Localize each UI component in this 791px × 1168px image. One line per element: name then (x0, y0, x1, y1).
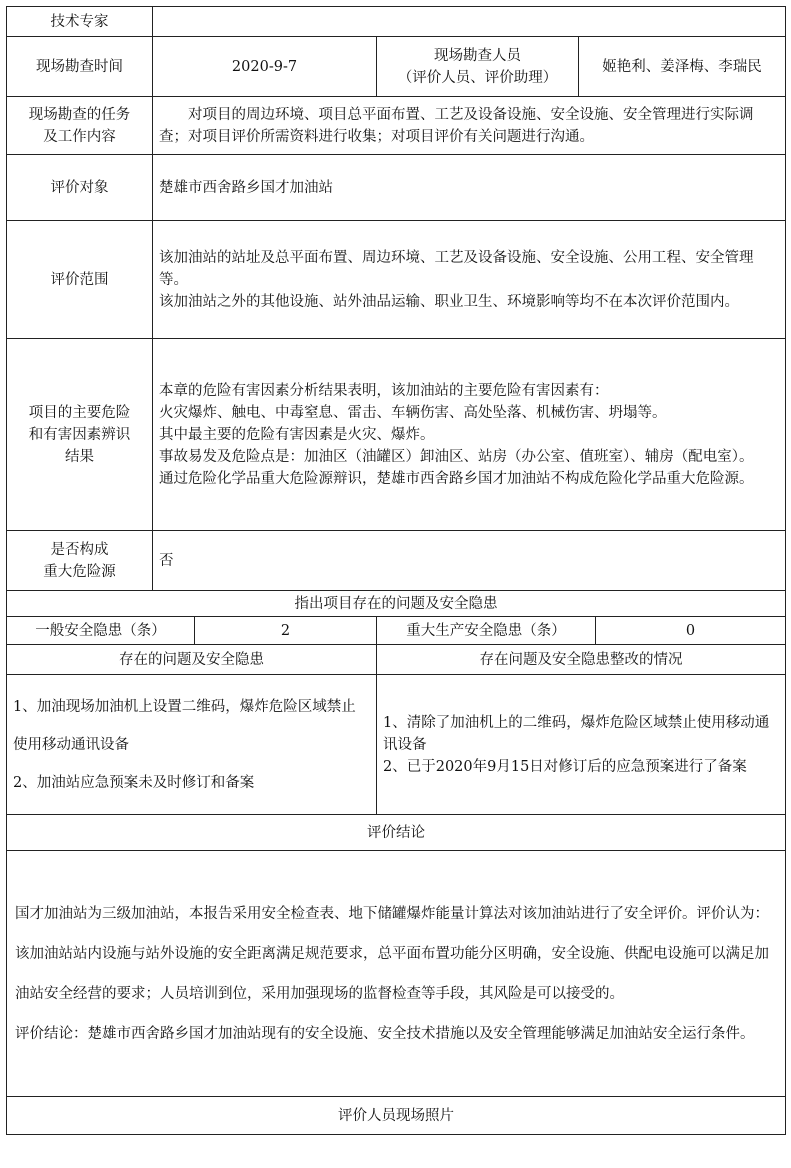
scope-value (153, 221, 786, 339)
task-label-line2: 及工作内容 (43, 128, 116, 145)
inspectors-value: 姬艳利、姜泽梅、李瑞民 (579, 37, 786, 97)
rectification-item-1: 1、清除了加油机上的二维码，爆炸危险区域禁止使用移动通讯设备 (383, 714, 770, 753)
major-production-hazards-value: 0 (596, 617, 786, 645)
issues-detail-row (7, 675, 786, 815)
object-value: 楚雄市西舍路乡国才加油站 (153, 155, 786, 221)
scope-row (7, 221, 786, 339)
expert-row (7, 7, 786, 37)
conclusion-header: 评价结论 (7, 815, 786, 851)
photos-header-row (7, 1097, 786, 1135)
conclusion-row (7, 851, 786, 1097)
scope-label: 评价范围 (7, 221, 153, 339)
hazards-paragraph-2: 火灾爆炸、触电、中毒窒息、雷击、车辆伤害、高处坠落、机械伤害、坍塌等。 (159, 404, 667, 421)
object-label: 评价对象 (7, 155, 153, 221)
issues-columns-row (7, 645, 786, 675)
assessment-table (6, 6, 786, 1135)
hazards-label-line3: 结果 (65, 448, 94, 465)
counts-row (7, 617, 786, 645)
issues-header-row (7, 591, 786, 617)
hazards-label-line1: 项目的主要危险 (28, 404, 131, 421)
major-hazard-value: 否 (153, 531, 786, 591)
object-row (7, 155, 786, 221)
expert-label: 技术专家 (7, 7, 153, 37)
major-production-hazards-label: 重大生产安全隐患（条） (377, 617, 596, 645)
inspection-time-value: 2020-9-7 (153, 37, 377, 97)
hazards-label-line2: 和有害因素辨识 (28, 426, 131, 443)
inspectors-label (377, 37, 579, 97)
issues-column-header: 存在的问题及安全隐患 (7, 645, 377, 675)
issue-item-2: 2、加油站应急预案未及时修订和备案 (13, 774, 255, 791)
major-hazard-row (7, 531, 786, 591)
task-label-line1: 现场勘查的任务 (28, 106, 131, 123)
inspectors-label-line2: （评价人员、评价助理） (397, 69, 558, 86)
issues-header: 指出项目存在的问题及安全隐患 (7, 591, 786, 617)
scope-paragraph-2: 该加油站之外的其他设施、站外油品运输、职业卫生、环境影响等均不在本次评价范围内。 (159, 293, 739, 310)
inspection-row (7, 37, 786, 97)
conclusion-paragraph-2: 评价结论：楚雄市西舍路乡国才加油站现有的安全设施、安全技术措施以及安全管理能够满足加油站安全运行条件。 (15, 1025, 755, 1042)
conclusion-text (7, 851, 786, 1097)
inspectors-label-line1: 现场勘查人员 (434, 47, 521, 64)
inspection-time-label: 现场勘查时间 (7, 37, 153, 97)
task-row (7, 97, 786, 155)
general-hazards-value: 2 (195, 617, 377, 645)
issue-item-1: 1、加油现场加油机上设置二维码，爆炸危险区域禁止使用移动通讯设备 (13, 698, 356, 753)
expert-value (153, 7, 786, 37)
hazards-label (7, 339, 153, 531)
rectification-item-2: 2、已于2020年9月15日对修订后的应急预案进行了备案 (383, 758, 747, 775)
major-hazard-label-line1: 是否构成 (50, 541, 109, 558)
general-hazards-label: 一般安全隐患（条） (7, 617, 195, 645)
conclusion-header-row (7, 815, 786, 851)
conclusion-paragraph-1: 国才加油站为三级加油站，本报告采用安全检查表、地下储罐爆炸能量计算法对该加油站进行了安全评价。评价认为：该加油站站内设施与站外设施的安全距离满足规范要求，总平面布置功能分区明确，安全设施、供配电设施可以满足加油站安全经营的要求；人员培训到位，采用加强现场的监督检查等手段，其风险是可以接受的。 (15, 905, 769, 1002)
hazards-paragraph-1: 本章的危险有害因素分析结果表明，该加油站的主要危险有害因素有： (159, 382, 609, 399)
task-label (7, 97, 153, 155)
rectification-list (377, 675, 786, 815)
hazards-paragraph-3: 其中最主要的危险有害因素是火灾、爆炸。 (159, 426, 435, 443)
hazards-value (153, 339, 786, 531)
major-hazard-label-line2: 重大危险源 (43, 563, 116, 580)
issues-list (7, 675, 377, 815)
major-hazard-label (7, 531, 153, 591)
hazards-row (7, 339, 786, 531)
hazards-paragraph-5: 通过危险化学品重大危险源辩识，楚雄市西舍路乡国才加油站不构成危险化学品重大危险源。 (159, 470, 754, 487)
hazards-paragraph-4: 事故易发及危险点是：加油区（油罐区）卸油区、站房（办公室、值班室）、辅房（配电室）。 (159, 448, 754, 465)
rectify-column-header: 存在问题及安全隐患整改的情况 (377, 645, 786, 675)
scope-paragraph-1: 该加油站的站址及总平面布置、周边环境、工艺及设备设施、安全设施、公用工程、安全管理等。 (159, 249, 754, 288)
photos-header: 评价人员现场照片 (7, 1097, 786, 1135)
task-value: 对项目的周边环境、项目总平面布置、工艺及设备设施、安全设施、安全管理进行实际调查；对项目评价所需资料进行收集；对项目评价有关问题进行沟通。 (153, 97, 786, 155)
assessment-form (6, 6, 785, 1164)
